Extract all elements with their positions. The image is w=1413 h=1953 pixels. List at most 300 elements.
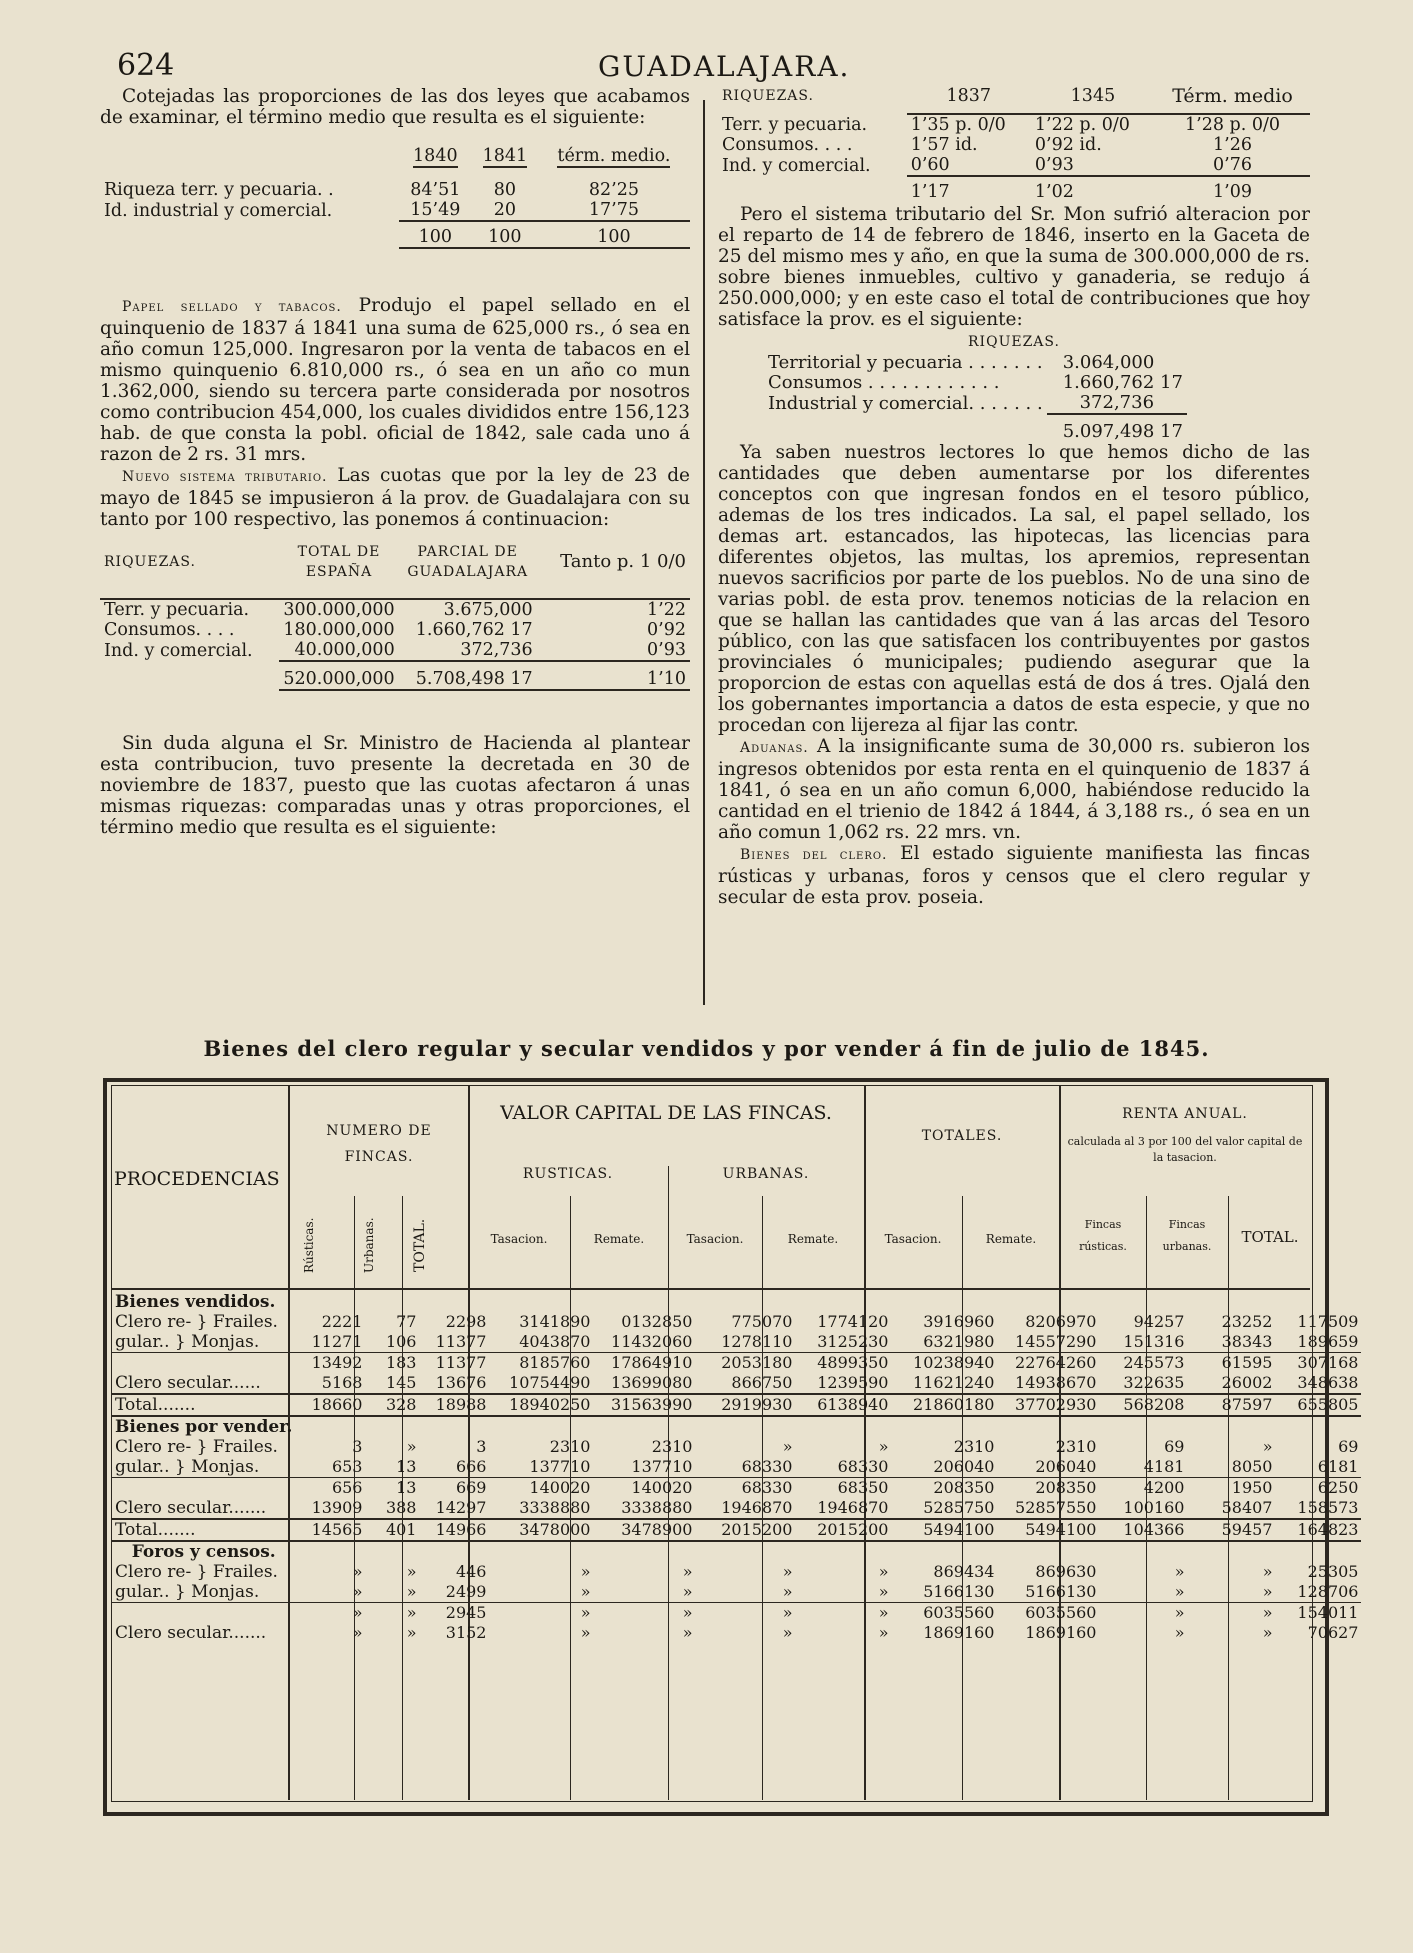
t2-head-total: TOTAL DE ESPAÑA [297, 544, 381, 580]
table-row: Ind. y comercial. 0’60 0’93 0’76 [718, 155, 1310, 176]
table-cell: 137710 [529, 1457, 591, 1476]
table-cell: 104366 [1123, 1520, 1185, 1539]
left-column [100, 86, 690, 838]
table-cell: 11432060 [611, 1332, 693, 1351]
table-row [112, 1498, 1361, 1519]
t3-head-1837: 1837 [946, 86, 992, 106]
table-cell: 158573 [1297, 1498, 1359, 1517]
table-cell: 245573 [1123, 1353, 1185, 1372]
t3-head-riquezas: RIQUEZAS. [722, 88, 814, 104]
table-cell: 869434 [933, 1562, 995, 1581]
table-cell: » [1174, 1562, 1185, 1581]
row-label: Clero re- } Frailes. [115, 1437, 278, 1457]
table-cell [1275, 1416, 1361, 1437]
table-cell: 8206970 [1025, 1312, 1097, 1331]
table-row [112, 1623, 1361, 1643]
table-cell: 68330 [837, 1457, 889, 1476]
table-cell [1275, 1541, 1361, 1562]
table-cell: 3478900 [621, 1520, 693, 1539]
table-cell: 775070 [731, 1312, 793, 1331]
table-cell: 189659 [1297, 1332, 1359, 1351]
table-cell: 2310 [549, 1437, 591, 1456]
papel-heading: Papel sellado y tabacos. [122, 299, 342, 315]
table-cell: 869630 [1035, 1562, 1097, 1581]
table-cell: 1950 [1231, 1478, 1273, 1497]
table-cell [1275, 1292, 1361, 1312]
main-table-title: Bienes del clero regular y secular vendidos y por vender á fin de julio de 1845. [203, 1036, 1210, 1061]
row-label [112, 1353, 295, 1374]
table-cell [695, 1292, 795, 1312]
table-cell: 3478000 [519, 1520, 591, 1539]
table-row: Consumos . . . . . . . . . . . . 1.660,762 17 [768, 372, 1183, 393]
table-cell [489, 1541, 593, 1562]
table-cell [419, 1416, 489, 1437]
table-row [112, 1603, 1361, 1624]
table-cell [1187, 1416, 1275, 1437]
table-cell: 37702930 [1015, 1395, 1097, 1414]
table-cell: 128706 [1297, 1582, 1359, 1601]
table-cell: 2310 [1055, 1437, 1097, 1456]
table-cell: 669 [455, 1478, 487, 1497]
header-tasacion-urb: Tasacion. [686, 1232, 744, 1246]
table-comparison-1840-1841 [100, 146, 690, 249]
table-cell: 68350 [837, 1478, 889, 1497]
table-cell: 13 [396, 1478, 417, 1497]
table-cell: » [352, 1603, 363, 1622]
table-cell: 2310 [651, 1437, 693, 1456]
table-cell: 5285750 [923, 1498, 995, 1517]
table-cell: 137710 [631, 1457, 693, 1476]
table-cell: » [682, 1623, 693, 1642]
header-remate-urb: Remate. [787, 1232, 839, 1246]
table-cell: 1946870 [817, 1498, 889, 1517]
table-cell: » [352, 1582, 363, 1601]
nuevo-heading: Nuevo sistema tributario. [122, 469, 328, 485]
row-label: Clero secular....... [115, 1623, 267, 1643]
table-cell [1099, 1292, 1187, 1312]
row-label: Bienes por vender. [115, 1417, 293, 1437]
table-cell: 18988 [435, 1395, 487, 1414]
table-cell: 151316 [1123, 1332, 1185, 1351]
header-tasacion-tot: Tasacion. [884, 1232, 942, 1246]
table-cell: 14565 [311, 1520, 363, 1539]
table-cell: 100160 [1123, 1498, 1185, 1517]
table-cell: 2221 [321, 1312, 363, 1331]
table-cell [997, 1292, 1099, 1312]
table-cell: 6181 [1317, 1457, 1359, 1476]
table-row [112, 1519, 1361, 1541]
table-cell: 17864910 [611, 1353, 693, 1372]
table-cell: 2298 [445, 1312, 487, 1331]
table-row: Consumos. . . . 1’57 id. 0’92 id. 1’26 [722, 135, 1252, 155]
table-cell: » [406, 1603, 417, 1622]
row-label: Bienes vendidos. [115, 1292, 276, 1312]
page-number: 624 [117, 48, 175, 83]
row-label: Clero secular....... [115, 1498, 267, 1518]
table-cell: » [1262, 1603, 1273, 1622]
table-cell: 13699080 [611, 1373, 693, 1392]
t1-head-1841: 1841 [482, 146, 528, 166]
table-cell [365, 1292, 419, 1312]
table-row [112, 1312, 1361, 1332]
table-cell: 568208 [1123, 1395, 1185, 1414]
table-row [112, 1332, 1361, 1353]
table-cell: 183 [385, 1353, 417, 1372]
table-cell: 6250 [1317, 1478, 1359, 1497]
header-renta-anual: RENTA ANUAL. [1122, 1106, 1248, 1122]
table-cell [593, 1416, 695, 1437]
header-renta-sub: calculada al 3 por 100 del valor capital de la tasacion. [1067, 1135, 1303, 1164]
table-row [112, 1478, 1361, 1499]
table-cell: 653 [331, 1457, 363, 1476]
table-cell: 2919930 [721, 1395, 793, 1414]
table-cell: 13909 [311, 1498, 363, 1517]
table-cell [1187, 1541, 1275, 1562]
header-numero-fincas: NUMERO DE FINCAS. [326, 1123, 432, 1165]
table-row [112, 1541, 1361, 1562]
table-cell: » [878, 1582, 889, 1601]
table-cell: 117509 [1297, 1312, 1359, 1331]
table-cell: 68330 [741, 1457, 793, 1476]
table-cell: » [682, 1603, 693, 1622]
table-cell: 8050 [1231, 1457, 1273, 1476]
table-cell: 3141890 [519, 1312, 591, 1331]
table-cell: 1869160 [1025, 1623, 1097, 1642]
table-cell [593, 1541, 695, 1562]
table-cell: 25305 [1307, 1562, 1359, 1581]
nuevo-paragraph [100, 465, 690, 530]
intro-paragraph: Cotejadas las proporciones de las dos leyes que acabamos de examinar, el término medio que resulta es el siguiente: [100, 86, 690, 128]
table-cell: 3 [476, 1437, 487, 1456]
table-cell: 206040 [933, 1457, 995, 1476]
bienes-heading: Bienes del clero. [740, 847, 888, 863]
table-cell: 70627 [1307, 1623, 1359, 1642]
table-cell: » [682, 1582, 693, 1601]
table-cell: 145 [385, 1373, 417, 1392]
table-cell: 2015200 [817, 1520, 889, 1539]
table-cell: 21860180 [913, 1395, 995, 1414]
header-rusticas-vertical: Rústicas. [302, 1217, 316, 1273]
table-row: Consumos. . . . 180.000,000 1.660,762 17 0’92 [104, 620, 686, 640]
closing-paragraph: Sin duda alguna el Sr. Ministro de Hacienda al plantear esta contribucion, tuvo presente la decretada en 30 de noviembre de 1837, puesto que las cuotas afectaron á unas mismas riquezas: comparadas unas y otras proporciones, el término medio que resulta es el siguiente: [100, 733, 690, 838]
table-medio [718, 86, 1310, 202]
table-cell: 23252 [1221, 1312, 1273, 1331]
table-cell: 59457 [1221, 1520, 1273, 1539]
header-total-vertical: TOTAL. [412, 1218, 428, 1272]
table-cell: 3152 [445, 1623, 487, 1642]
bienes-text: El estado siguiente manifiesta las fincas rústicas y urbanas, foros y censos que el clero regular y secular de esta prov. poseia. [718, 843, 1310, 908]
row-label: Total....... [115, 1395, 196, 1415]
table-cell [891, 1292, 997, 1312]
table-cell: 11377 [435, 1332, 487, 1351]
table-cell: 13676 [435, 1373, 487, 1392]
table-cell [489, 1292, 593, 1312]
table-row [112, 1394, 1361, 1416]
table-cell: » [1262, 1582, 1273, 1601]
row-label [112, 1603, 295, 1624]
table-cell: » [782, 1623, 793, 1642]
table-cell: » [406, 1437, 417, 1456]
table-cell: 31563990 [611, 1395, 693, 1414]
table-cell: 2015200 [721, 1520, 793, 1539]
table-row: Riqueza terr. y pecuaria. . 84’51 80 82’25 [104, 180, 639, 200]
table-cell: 1946870 [721, 1498, 793, 1517]
row-label: gular.. } Monjas. [115, 1457, 260, 1477]
table-cell: 401 [385, 1520, 417, 1539]
table-cell: » [406, 1582, 417, 1601]
table-cell: 61595 [1221, 1353, 1273, 1372]
table-cell: 3 [352, 1437, 363, 1456]
row-label: Clero re- } Frailes. [115, 1562, 278, 1582]
header-renta-total: TOTAL. [1241, 1228, 1299, 1246]
table-cell: 3338880 [621, 1498, 693, 1517]
row-label: Clero secular...... [115, 1373, 261, 1393]
table-cell [795, 1541, 891, 1562]
column-divider [703, 100, 705, 1005]
table-cell: 1239590 [817, 1373, 889, 1392]
table-cell: 656 [331, 1478, 363, 1497]
table-cell: 77 [396, 1312, 417, 1331]
papel-paragraph [100, 295, 690, 465]
table-cell: » [580, 1562, 591, 1581]
header-fincas-rusticas: Fincas rústicas. [1079, 1218, 1127, 1253]
header-remate-tot: Remate. [985, 1232, 1037, 1246]
table-cell: » [580, 1623, 591, 1642]
table-header-rule [112, 1288, 1310, 1290]
t4-heading: RIQUEZAS. [968, 334, 1060, 350]
table-cell: » [1174, 1623, 1185, 1642]
table-cell: 388 [385, 1498, 417, 1517]
table-row [112, 1353, 1361, 1374]
main-data-table [112, 1292, 1361, 1643]
header-remate-rust: Remate. [593, 1232, 645, 1246]
table-cell [891, 1416, 997, 1437]
aduanas-paragraph [718, 736, 1310, 843]
row-label: gular.. } Monjas. [115, 1332, 260, 1352]
table-cell: 18660 [311, 1395, 363, 1414]
table-row: Terr. y pecuaria. 1’35 p. 0/0 1’22 p. 0/0 1’28 p. 0/0 [722, 114, 1281, 135]
table-cell: 11621240 [913, 1373, 995, 1392]
table-cell: 6035560 [1025, 1603, 1097, 1622]
table-cell [295, 1541, 365, 1562]
table-cell [365, 1416, 419, 1437]
table-cell: 5494100 [1025, 1520, 1097, 1539]
header-totales: TOTALES. [921, 1128, 1003, 1144]
table-cell: 1774120 [817, 1312, 889, 1331]
table-cell: » [406, 1562, 417, 1581]
table-cell: 2945 [445, 1603, 487, 1622]
table-row: Territorial y pecuaria . . . . . . . 3.064,000 [768, 352, 1155, 373]
table-cell: 5494100 [923, 1520, 995, 1539]
table-cell: 666 [455, 1457, 487, 1476]
header-urbanas: URBANAS. [722, 1166, 810, 1182]
table-cell [795, 1292, 891, 1312]
header-fincas-urbanas: Fincas urbanas. [1162, 1218, 1212, 1253]
table-cell: 10754490 [509, 1373, 591, 1392]
table-cell [997, 1541, 1099, 1562]
table-cell [489, 1416, 593, 1437]
table-cell: 2499 [445, 1582, 487, 1601]
table-cell: » [406, 1623, 417, 1642]
table-row [112, 1373, 1361, 1394]
table-cell: 26002 [1221, 1373, 1273, 1392]
t2-head-parcial: PARCIAL DE GUADALAJARA [407, 544, 529, 580]
table-cell: 10238940 [913, 1353, 995, 1372]
table-row [112, 1582, 1361, 1603]
table-cell: 87597 [1221, 1395, 1273, 1414]
table-cell: 4200 [1143, 1478, 1185, 1497]
row-label: Clero re- } Frailes. [115, 1312, 278, 1332]
table-cell: 106 [385, 1332, 417, 1351]
table-cell: » [878, 1562, 889, 1581]
table-cell: 3338880 [519, 1498, 591, 1517]
table-cell: 5168 [321, 1373, 363, 1392]
table-cell [419, 1292, 489, 1312]
table-cell: 328 [385, 1395, 417, 1414]
table-cell: 14297 [435, 1498, 487, 1517]
table-cell: 446 [455, 1562, 487, 1581]
header-procedencias: PROCEDENCIAS [114, 1168, 280, 1190]
table-cell: » [782, 1437, 793, 1456]
table-cell: 11377 [435, 1353, 487, 1372]
table-cell: 69 [1338, 1437, 1359, 1456]
table-cell: 68330 [741, 1478, 793, 1497]
table-cell [997, 1416, 1099, 1437]
table-cell [295, 1416, 365, 1437]
table-total-row: 520.000,000 5.708,498 17 1’10 [100, 669, 690, 690]
table-cell: 6321980 [923, 1332, 995, 1351]
table-cell: » [782, 1603, 793, 1622]
table-cell: » [352, 1562, 363, 1581]
table-row [112, 1416, 1361, 1437]
table-cell: 58407 [1221, 1498, 1273, 1517]
table-cell: » [782, 1582, 793, 1601]
table-cell [365, 1541, 419, 1562]
table-cell: 5166130 [1025, 1582, 1097, 1601]
table-row: Terr. y pecuaria. 300.000,000 3.675,000 1’22 [104, 600, 686, 620]
t1-head-1840: 1840 [413, 146, 458, 166]
row-label [112, 1478, 295, 1499]
header-rusticas: RUSTICAS. [522, 1166, 614, 1182]
table-cell: 208350 [1035, 1478, 1097, 1497]
table-row: Industrial y comercial. . . . . . . 372,736 [764, 393, 1187, 414]
table-cell: 52857550 [1015, 1498, 1097, 1517]
row-label: Foros y censos. [131, 1542, 276, 1562]
table-cell: 1278110 [721, 1332, 793, 1351]
table-cell: 14938670 [1015, 1373, 1097, 1392]
table-cell: 655805 [1297, 1395, 1359, 1414]
ya-saben-paragraph: Ya saben nuestros lectores lo que hemos dicho de las cantidades que deben aumentarse por los diferentes conceptos con que ingresan fondos en el tesoro público, ademas de los tres indicados. La sal, el papel sellado, los demas art. estancados, las hipotecas, las licencias para diferentes objetos, las multas, los apremios, representan nuevos sacrificios por parte de los pueblos. No de una sino de varias pobl. de esta prov. tenemos noticias de la relacion en que se hallan las cantidades que van á las arcas del Tesoro público, con las que satisfacen los contribuyentes por gastos provinciales ó municipales; pudiendo asegurar que la proporcion de estas con aquellas está de dos á tres. Ojalá den los gobernantes importancia a datos de esta especie, y que no procedan con lijereza al fijar las contr. [718, 442, 1310, 736]
papel-text: Produjo el papel sellado en el quinquenio de 1837 á 1841 una suma de 625,000 rs., ó sea en año comun 125,000. Ingresaron por la venta de tabacos en el mismo quinquenio 6.810,000 rs., ó sea en un año co mun 1.362,000, siendo su tercera parte considerada por nosotros como contribucion 454,000, los cuales divididos entre 156,123 hab. de que consta la pobl. oficial de 1842, sale cada uno á razon de 2 rs. 31 mrs. [100, 295, 690, 465]
table-cell: » [682, 1562, 693, 1581]
table-cell: » [1262, 1623, 1273, 1642]
table-cell: 348638 [1297, 1373, 1359, 1392]
table-cell: 14557290 [1015, 1332, 1097, 1351]
table-cell: 6138940 [817, 1395, 889, 1414]
table-cell: 0132850 [621, 1312, 693, 1331]
table-total-row: 5.097,498 17 [1062, 421, 1183, 442]
aduanas-heading: Aduanas. [740, 740, 809, 756]
table-cell [695, 1541, 795, 1562]
table-cell: 11271 [311, 1332, 363, 1351]
row-label: Total....... [115, 1520, 196, 1540]
table-cell: » [1174, 1582, 1185, 1601]
pero-paragraph: Pero el sistema tributario del Sr. Mon sufrió alteracion por el reparto de 14 de febrero de 1846, inserto en la Gaceta de 25 del mismo mes y año, en que la suma de 300.000,000 de rs. sobre bienes inmuebles, cultivo y ganaderia, se redujo á 250.000,000; y en este caso el total de contribuciones que hoy satisface la prov. es el siguiente: [718, 204, 1310, 330]
t3-head-1345: 1345 [1070, 86, 1116, 106]
table-cell [891, 1541, 997, 1562]
table-cell: » [878, 1437, 889, 1456]
table-cell: 6035560 [923, 1603, 995, 1622]
table-cell: » [352, 1623, 363, 1642]
table-cell: 307168 [1297, 1353, 1359, 1372]
table-total-row: 100 100 100 [100, 227, 690, 248]
page-title: GUADALAJARA. [598, 50, 851, 83]
table-cell: » [1174, 1603, 1185, 1622]
bienes-paragraph [718, 843, 1310, 908]
table-cell [593, 1292, 695, 1312]
header-urbanas-vertical: Urbanas. [362, 1217, 376, 1273]
table-cell: 322635 [1123, 1373, 1185, 1392]
table-cell: » [878, 1623, 889, 1642]
table-cell: 140020 [529, 1478, 591, 1497]
table-row: Ind. y comercial. 40.000,000 372,736 0’93 [100, 640, 690, 661]
row-label: gular.. } Monjas. [115, 1582, 260, 1602]
header-tasacion-rust: Tasacion. [490, 1232, 548, 1246]
table-cell: 164823 [1297, 1520, 1359, 1539]
table-cell: 140020 [631, 1478, 693, 1497]
table-cell [1099, 1416, 1187, 1437]
table-row: Id. industrial y comercial. 15’49 20 17’75 [100, 200, 690, 221]
table-cell: 69 [1164, 1437, 1185, 1456]
table-cell: » [580, 1582, 591, 1601]
table-cell [1187, 1292, 1275, 1312]
table-cell: 154011 [1297, 1603, 1359, 1622]
table-cell: 5166130 [923, 1582, 995, 1601]
table-cell [1099, 1541, 1187, 1562]
table-cell: » [1262, 1437, 1273, 1456]
table-row [112, 1437, 1361, 1457]
table-cell: 4899350 [817, 1353, 889, 1372]
table-cell: 8185760 [519, 1353, 591, 1372]
table-cell: 38343 [1221, 1332, 1273, 1351]
table-cell: 13 [396, 1457, 417, 1476]
right-column [718, 86, 1310, 908]
table-cell [295, 1292, 365, 1312]
table-cell: 18940250 [509, 1395, 591, 1414]
table-cell: 866750 [731, 1373, 793, 1392]
table-cell: 94257 [1133, 1312, 1185, 1331]
table-cuotas [100, 542, 690, 691]
table-cell: 208350 [933, 1478, 995, 1497]
table-cell: 22764260 [1015, 1353, 1097, 1372]
table-cell: 1869160 [923, 1623, 995, 1642]
t2-head-tanto: Tanto p. 1 0/0 [560, 551, 686, 572]
table-cell: 14966 [435, 1520, 487, 1539]
table-total-row: 1’17 1’02 1’09 [910, 182, 1252, 202]
table-cell: 2310 [953, 1437, 995, 1456]
table-cell: 206040 [1035, 1457, 1097, 1476]
table-row [112, 1457, 1361, 1478]
table-row [112, 1562, 1361, 1582]
table-row [112, 1292, 1361, 1312]
t3-head-medio: Térm. medio [1172, 85, 1293, 107]
table-cell: 3125230 [817, 1332, 889, 1351]
table-cell [419, 1541, 489, 1562]
table-cell: » [1262, 1562, 1273, 1581]
table-cell [795, 1416, 891, 1437]
t2-head-riquezas: RIQUEZAS. [104, 554, 196, 570]
table-cell: » [580, 1603, 591, 1622]
